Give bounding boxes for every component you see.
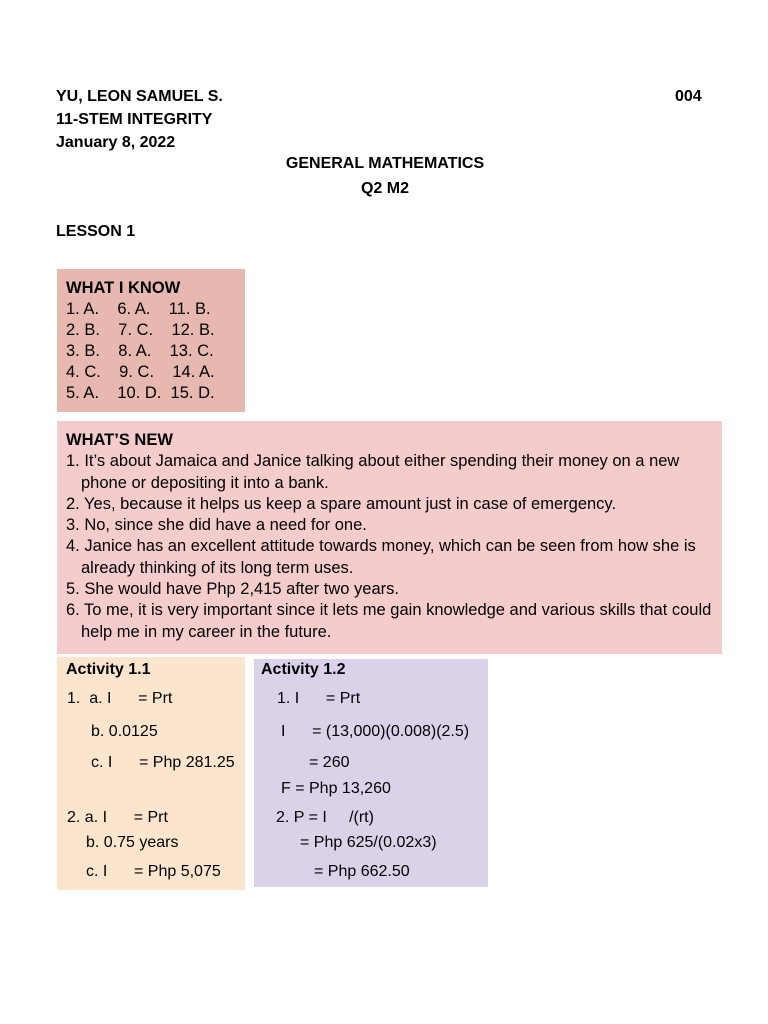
activity-1-2-line: = Php 662.50 [314, 863, 410, 880]
whats-new-title: WHAT’S NEW [66, 431, 173, 449]
activity-1-1-line: c. I = Php 281.25 [91, 754, 235, 771]
student-name: YU, LEON SAMUEL S. [56, 88, 223, 105]
activity-1-2-line: F = Php 13,260 [281, 780, 391, 797]
module-title: Q2 M2 [360, 180, 409, 197]
list-item: 1. It’s about Jamaica and Janice talking about either spending their money on a new phone or depositing it into a bank. [66, 452, 680, 492]
list-item: 5. She would have Php 2,415 after two years. [66, 580, 399, 599]
what-i-know-title: WHAT I KNOW [66, 279, 181, 297]
date: January 8, 2022 [56, 134, 176, 151]
activity-1-2-line: 1. I = Prt [277, 690, 361, 707]
activity-1-2-title: Activity 1.2 [261, 661, 346, 678]
list-item: 2. Yes, because it helps us keep a spare amount just in case of emergency. [66, 494, 617, 513]
activity-1-1-title: Activity 1.1 [66, 661, 151, 678]
activity-1-2-line: = 260 [309, 754, 350, 771]
whats-new-box [57, 421, 722, 654]
activity-1-1-line: b. 0.0125 [91, 723, 158, 740]
lesson-title: LESSON 1 [56, 223, 136, 240]
answer-row: 2. B. 7. C. 12. B. [66, 321, 215, 339]
subject-title: GENERAL MATHEMATICS [285, 155, 485, 172]
activity-1-2-line: I = (13,000)(0.008)(2.5) [281, 723, 470, 740]
list-item: 6. To me, it is very important since it lets me gain knowledge and various skills that could help me in my career in the future. [66, 601, 712, 641]
activity-1-1-line: c. I = Php 5,075 [86, 863, 221, 880]
what-i-know-box [57, 269, 245, 412]
activity-1-2-line: 2. P = I /(rt) [276, 809, 374, 826]
list-item: 3. No, since she did have a need for one. [66, 516, 367, 535]
whats-new-list [66, 451, 712, 643]
activity-1-1-line: 1. a. I = Prt [67, 690, 173, 707]
activity-1-1-line: 2. a. I = Prt [67, 809, 168, 826]
answer-row: 1. A. 6. A. 11. B. [66, 300, 211, 318]
student-number: 004 [675, 88, 702, 105]
answer-row: 3. B. 8. A. 13. C. [66, 342, 214, 360]
answer-row: 5. A. 10. D. 15. D. [66, 384, 215, 402]
list-item: 4. Janice has an excellent attitude towards money, which can be seen from how she is already thinking of its long term uses. [66, 537, 696, 577]
section: 11-STEM INTEGRITY [56, 111, 213, 128]
activity-1-2-line: = Php 625/(0.02x3) [300, 834, 437, 851]
answer-row: 4. C. 9. C. 14. A. [66, 363, 215, 381]
activity-1-1-line: b. 0.75 years [86, 834, 179, 851]
